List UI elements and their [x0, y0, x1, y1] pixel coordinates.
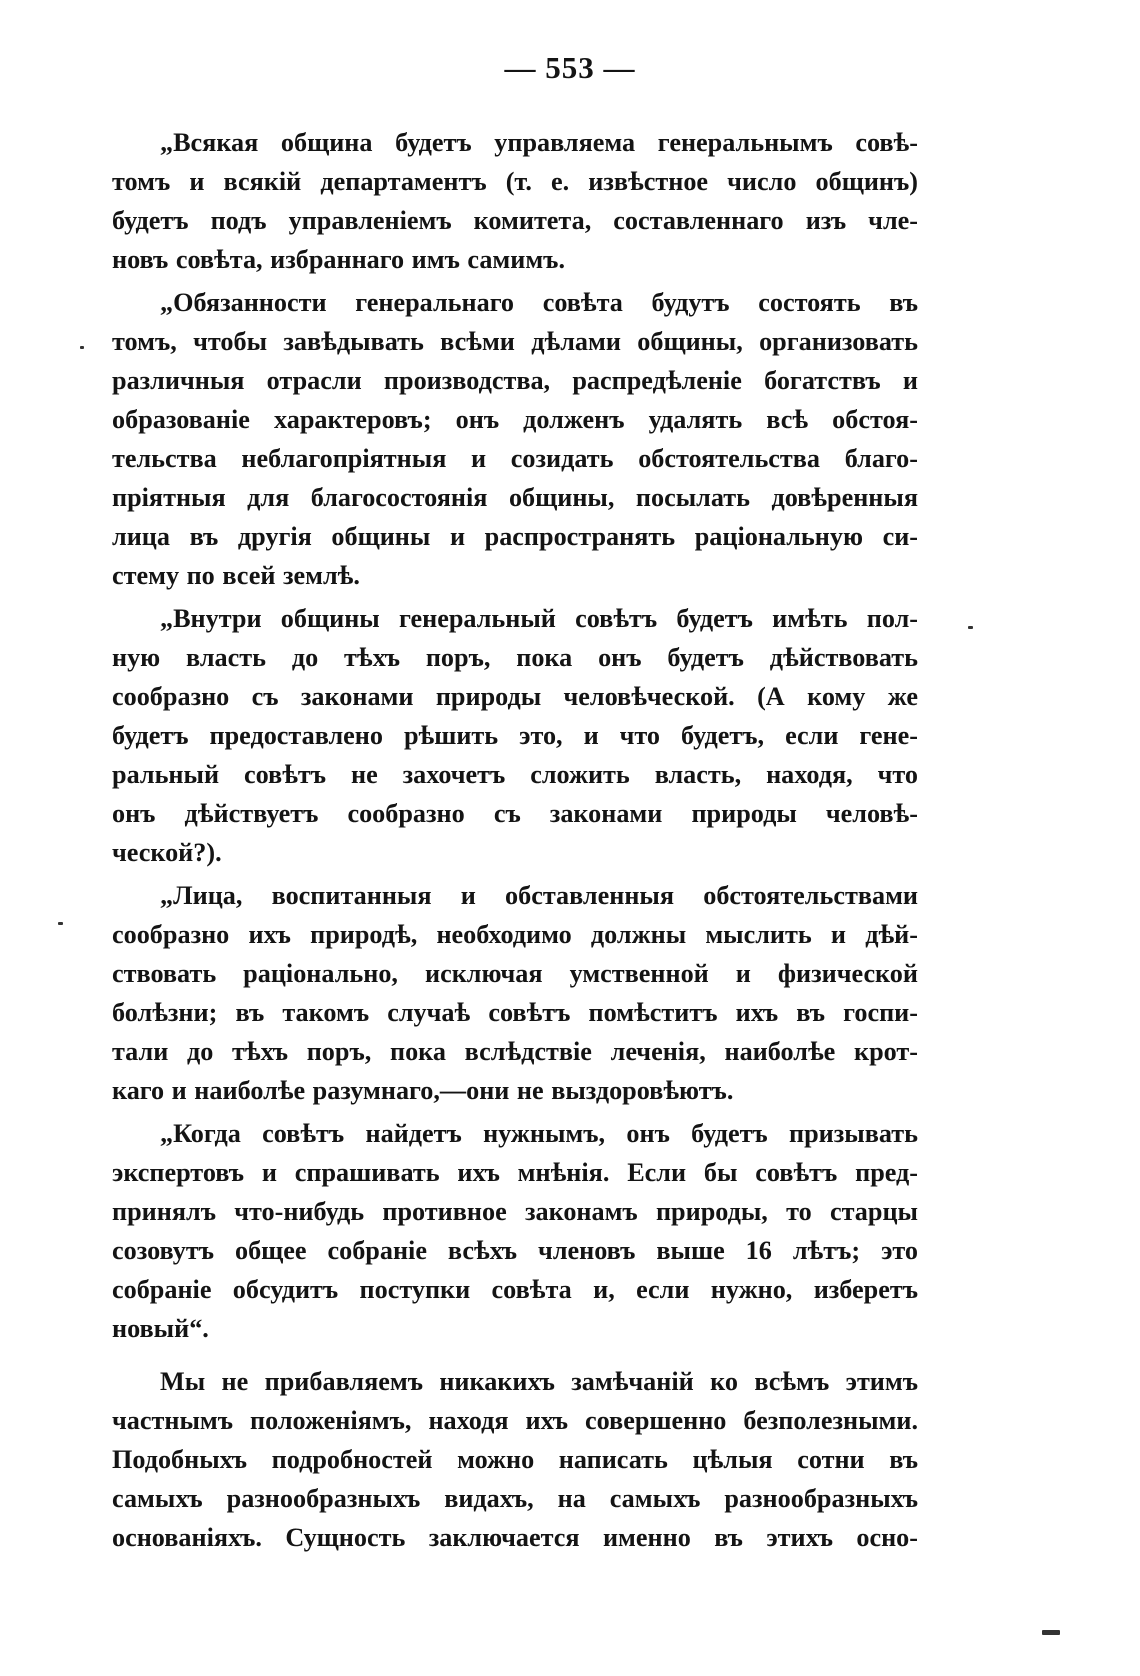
text-line: лица въ другія общины и распространять раціональную си-: [112, 522, 918, 551]
text-line: новъ совѣта, избраннаго имъ самимъ.: [112, 245, 565, 274]
text-line: томъ и всякій департаментъ (т. е. извѣстное число общинъ): [112, 167, 918, 196]
text-line: ческой?).: [112, 838, 222, 867]
text-line: будетъ подъ управленіемъ комитета, составленнаго изъ чле-: [112, 206, 918, 235]
text-line: различныя отрасли производства, распредѣленіе богатствъ и: [112, 366, 918, 395]
paragraph-1: [112, 123, 918, 279]
text-line: каго и наиболѣе разумнаго,—они не выздоровѣютъ.: [112, 1076, 734, 1105]
text-line: образованіе характеровъ; онъ долженъ удалять всѣ обстоя-: [112, 405, 918, 434]
scan-speck: [80, 346, 84, 349]
page-number: — 553 —: [504, 50, 636, 85]
text-line: „Лица, воспитанныя и обставленныя обстоятельствами: [160, 881, 918, 910]
text-line: тали до тѣхъ поръ, пока вслѣдствіе леченія, наиболѣе крот-: [112, 1037, 918, 1066]
text-line: созовутъ общее собраніе всѣхъ членовъ выше 16 лѣтъ; это: [112, 1236, 918, 1265]
scan-speck: [1042, 1630, 1060, 1635]
text-line: сообразно съ законами природы человѣческой. (А кому же: [112, 682, 918, 711]
text-line: онъ дѣйствуетъ сообразно съ законами природы человѣ-: [112, 799, 918, 828]
text-line: ствовать раціонально, исключая умственной и физической: [112, 959, 918, 988]
text-line: Подобныхъ подробностей можно написать цѣлыя сотни въ: [112, 1445, 918, 1474]
paragraph-4: [112, 876, 918, 1110]
text-line: „Когда совѣтъ найдетъ нужнымъ, онъ будетъ призывать: [160, 1119, 918, 1148]
body-text: [112, 123, 918, 1561]
text-line: Мы не прибавляемъ никакихъ замѣчаній ко всѣмъ этимъ: [160, 1367, 918, 1396]
text-line: принялъ что-нибудь противное законамъ природы, то старцы: [112, 1197, 918, 1226]
text-line: „Внутри общины генеральный совѣтъ будетъ имѣть пол-: [160, 604, 918, 633]
text-line: болѣзни; въ такомъ случаѣ совѣтъ помѣститъ ихъ въ госпи-: [112, 998, 918, 1027]
scan-speck: [58, 922, 63, 925]
text-line: частнымъ положеніямъ, находя ихъ совершенно безполезными.: [112, 1406, 918, 1435]
text-line: будетъ предоставлено рѣшить это, и что будетъ, если гене-: [112, 721, 918, 750]
text-line: основаніяхъ. Сущность заключается именно въ этихъ осно-: [112, 1523, 918, 1552]
text-line: собраніе обсудитъ поступки совѣта и, если нужно, изберетъ: [112, 1275, 918, 1304]
text-line: новый“.: [112, 1314, 209, 1343]
paragraph-3: [112, 599, 918, 872]
paragraph-5: [112, 1114, 918, 1348]
text-line: сообразно ихъ природѣ, необходимо должны мыслить и дѣй-: [112, 920, 918, 949]
text-line: ральный совѣтъ не захочетъ сложить власть, находя, что: [112, 760, 918, 789]
scan-speck: [968, 626, 973, 629]
text-line: пріятныя для благосостоянія общины, посылать довѣренныя: [112, 483, 918, 512]
text-line: „Обязанности генеральнаго совѣта будутъ состоять въ: [160, 288, 918, 317]
text-line: стему по всей землѣ.: [112, 561, 360, 590]
text-line: самыхъ разнообразныхъ видахъ, на самыхъ разнообразныхъ: [112, 1484, 918, 1513]
text-line: тельства неблагопріятныя и созидать обстоятельства благо-: [112, 444, 918, 473]
text-line: экспертовъ и спрашивать ихъ мнѣнія. Если бы совѣтъ пред-: [112, 1158, 918, 1187]
text-line: томъ, чтобы завѣдывать всѣми дѣлами общины, организовать: [112, 327, 918, 356]
paragraph-2: [112, 283, 918, 595]
text-line: ную власть до тѣхъ поръ, пока онъ будетъ дѣйствовать: [112, 643, 918, 672]
text-line: „Всякая община будетъ управляема генеральнымъ совѣ-: [160, 128, 918, 157]
paragraph-6: [112, 1362, 918, 1557]
